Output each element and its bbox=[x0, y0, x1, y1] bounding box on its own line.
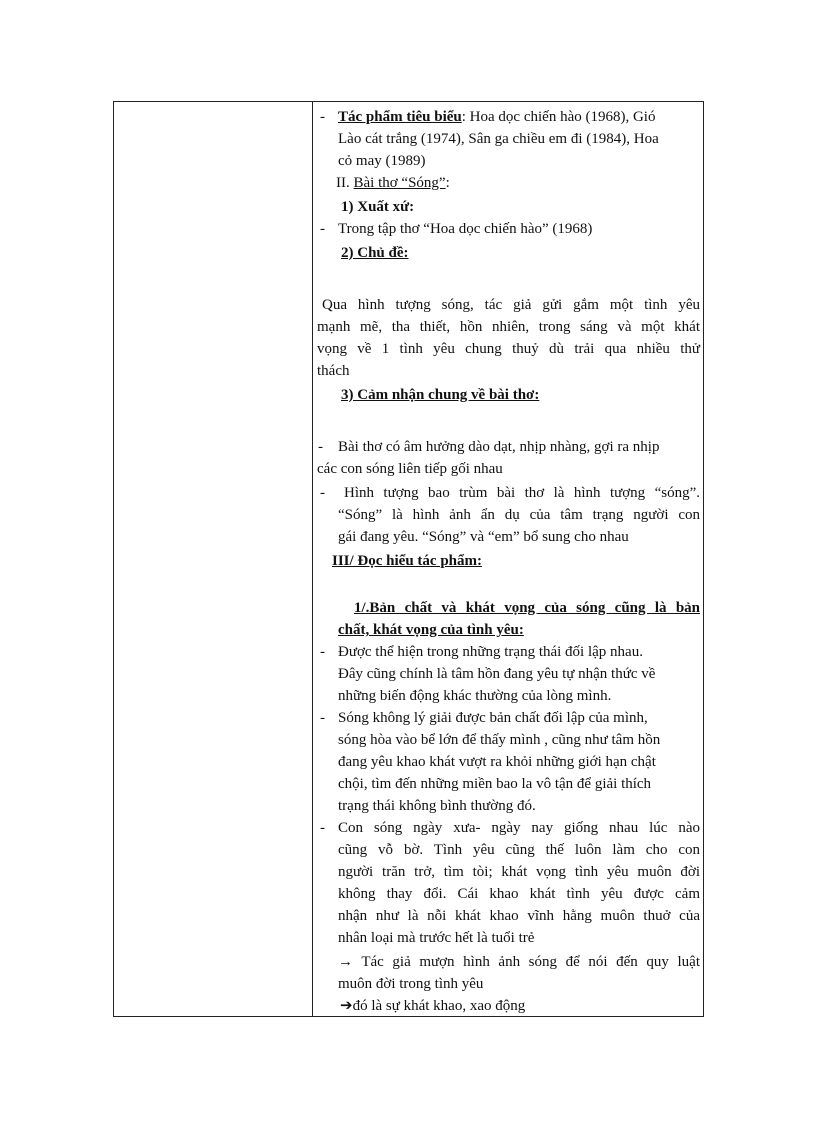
theme-line: mạnh mẽ, tha thiết, hồn nhiên, trong sáng và một khát bbox=[317, 319, 700, 335]
item-3-line: nhận như là nỗi khát khao vĩnh hằng muôn thuở của bbox=[338, 908, 700, 924]
impression-item-1-cont: các con sóng liên tiếp gối nhau bbox=[317, 461, 503, 477]
item-2-line: đang yêu khao khát vượt ra khỏi những giới hạn chật bbox=[338, 754, 656, 770]
section-2-number: II. bbox=[336, 175, 354, 191]
item-2-line: Sóng không lý giải được bản chất đối lập của mình, bbox=[338, 710, 648, 726]
item-3-line: người trăn trở, tìm tòi; khát vọng tình yêu muôn đời bbox=[338, 864, 700, 880]
bullet-dash: - bbox=[320, 109, 325, 125]
item-1-line: những biến động khác thường của lòng mình. bbox=[338, 688, 612, 704]
impression-heading: 3) Cảm nhận chung về bài thơ: bbox=[341, 387, 540, 403]
right-column-cell bbox=[314, 102, 703, 1016]
sub-heading-line-2: chất, khát vọng của tình yêu: bbox=[338, 622, 524, 638]
works-text-1: : Hoa dọc chiến hào (1968), Gió bbox=[461, 109, 656, 125]
section-2-colon: : bbox=[445, 175, 450, 191]
bullet-dash: - bbox=[320, 710, 325, 726]
item-2-line: trạng thái không bình thường đó. bbox=[338, 798, 536, 814]
section-2-title: Bài thơ “Sóng” bbox=[353, 175, 446, 191]
content-table bbox=[113, 101, 704, 1017]
item-3-line: không thay đổi. Cái khao khát tình yêu được cảm bbox=[338, 886, 700, 902]
works-label: Tác phẩm tiêu biểu bbox=[338, 109, 462, 125]
theme-line: Qua hình tượng sóng, tác giả gửi gắm một tình yêu bbox=[322, 297, 700, 313]
works-line-2: Lào cát trắng (1974), Sân ga chiều em đi (1984), Hoa bbox=[338, 131, 659, 147]
item-1-line: Được thể hiện trong những trạng thái đối lập nhau. bbox=[338, 644, 643, 660]
bullet-dash: - bbox=[318, 439, 323, 455]
item-2-line: chội, tìm đến những miền bao la vô tận để giải thích bbox=[338, 776, 652, 792]
conclusion-line-3: ➔đó là sự khát khao, xao động bbox=[340, 998, 526, 1014]
bullet-dash: - bbox=[320, 644, 325, 660]
section-2-heading bbox=[336, 173, 450, 193]
bullet-dash: - bbox=[320, 221, 325, 237]
conclusion-line-1: → Tác giả mượn hình ảnh sóng để nói đến quy luật bbox=[338, 954, 700, 970]
item-3-line: cũng vỗ bờ. Tình yêu cũng thế luôn làm cho con bbox=[338, 842, 700, 858]
origin-text: Trong tập thơ “Hoa dọc chiến hào” (1968) bbox=[338, 221, 593, 237]
left-column-cell bbox=[114, 102, 313, 1016]
item-3-line: Con sóng ngày xưa- ngày nay giống nhau lúc nào bbox=[338, 820, 700, 836]
item-2-line: sóng hòa vào bể lớn để thấy mình , cũng như tâm hồn bbox=[338, 732, 661, 748]
sub-heading-line-1: 1/.Bản chất và khát vọng của sóng cũng là bản bbox=[354, 600, 700, 616]
theme-line: vọng về 1 tình yêu chung thuỷ dù trải qua nhiều thử bbox=[317, 341, 700, 357]
impression-item-2: gái đang yêu. “Sóng” và “em” bổ sung cho nhau bbox=[338, 529, 629, 545]
item-3-line: nhân loại mà trước hết là tuổi trẻ bbox=[338, 930, 535, 946]
conclusion-line-2: muôn đời trong tình yêu bbox=[338, 976, 484, 992]
impression-item-1: Bài thơ có âm hưởng dào dạt, nhịp nhàng, gợi ra nhịp bbox=[338, 439, 660, 455]
works-line-1 bbox=[338, 107, 698, 127]
bullet-dash: - bbox=[320, 820, 325, 836]
item-1-line: Đây cũng chính là tâm hồn đang yêu tự nhận thức về bbox=[338, 666, 656, 682]
origin-heading: 1) Xuất xứ: bbox=[341, 199, 415, 215]
section-3-heading: III/ Đọc hiểu tác phẩm: bbox=[332, 553, 483, 569]
theme-line: thách bbox=[317, 363, 350, 379]
theme-heading: 2) Chủ đề: bbox=[341, 245, 409, 261]
impression-item-2: “Sóng” là hình ảnh ẩn dụ của tâm trạng người con bbox=[338, 507, 700, 523]
bullet-dash: - bbox=[320, 485, 325, 501]
works-line-3: cỏ may (1989) bbox=[338, 153, 426, 169]
impression-item-2: Hình tượng bao trùm bài thơ là hình tượng “sóng”. bbox=[344, 485, 700, 501]
